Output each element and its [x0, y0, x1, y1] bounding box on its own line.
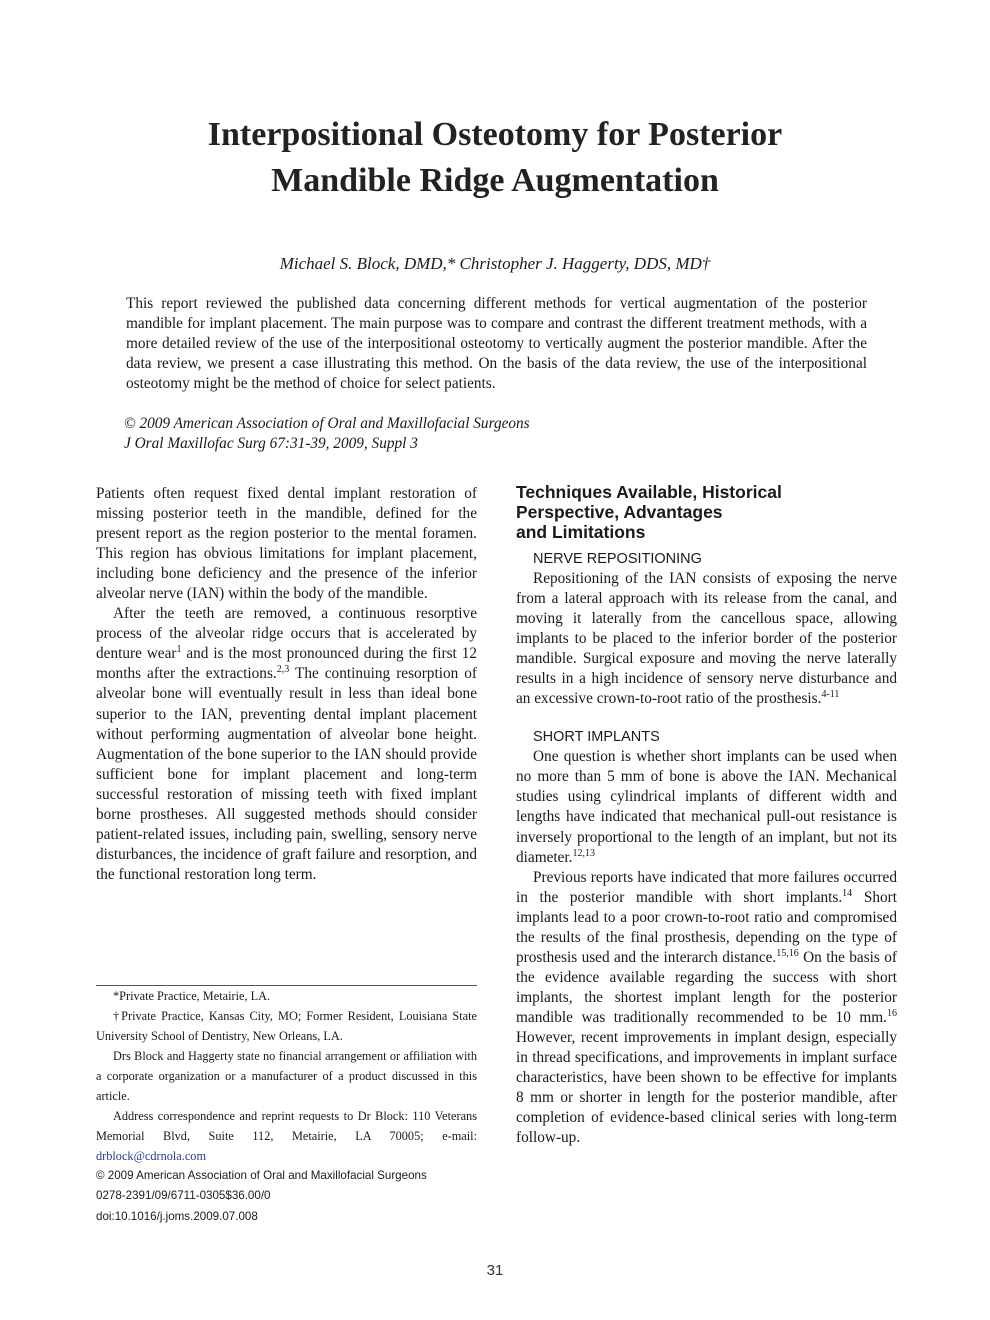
title-line-2: Mandible Ridge Augmentation — [271, 162, 719, 199]
paragraph-text: Short implants lead to a poor crown-to-root ratio and compromised the results of the final prosthesis, depending on the type of prosthesis used and the interarch distance. — [516, 888, 897, 966]
subheading-short-implants: SHORT IMPLANTS — [533, 729, 660, 746]
paragraph-text: However, recent improvements in implant design, especially in thread specifications, and improvements in implant surface characteristics, have been shown to be effective for implants 8 mm or shorter in length for the posterior mandible, after completion of evidence-based clinical series with long-term follow-up. — [516, 1028, 897, 1147]
footnote-doi[interactable]: doi:10.1016/j.joms.2009.07.008 — [96, 1209, 258, 1223]
paragraph-text: Repositioning of the IAN consists of exposing the nerve from a lateral approach with its release from the canal, and moving it laterally from the cancellous space, allowing implants to be placed to the inferior border of the posterior mandible. Surgical exposure and moving the nerve laterally results in a high incidence of sensory nerve disturbance and an excessive crown-to-root ratio of the prosthesis. — [516, 570, 897, 708]
footnotes — [96, 986, 477, 1227]
footnote-issn: 0278-2391/09/6711-0305$36.00/0 — [96, 1189, 271, 1203]
section-heading — [516, 482, 897, 542]
section-heading-line: Techniques Available, Historical — [516, 482, 782, 502]
abstract-copyright: © 2009 American Association of Oral and Maxillofacial Surgeons — [124, 415, 530, 432]
left-column — [96, 484, 477, 885]
footnote-affiliation-1: *Private Practice, Metairie, LA. — [113, 989, 271, 1003]
reference-superscript[interactable]: 16 — [887, 1007, 897, 1019]
email-link[interactable]: drblock@cdrnola.com — [96, 1149, 207, 1164]
paragraph-text: One question is whether short implants can be used when no more than 5 mm of bone is above the IAN. Mechanical studies using cylindrical implants of different width and lengths have indicated that mechanical pull-out resistance is inversely proportional to the length of an implant, but not its diameter. — [516, 748, 897, 866]
short-implants-paragraph-2 — [516, 868, 897, 1149]
subheading-nerve-repositioning: NERVE REPOSITIONING — [533, 551, 702, 567]
footnote-copyright: © 2009 American Association of Oral and Maxillofacial Surgeons — [96, 1169, 427, 1183]
title-line-1: Interpositional Osteotomy for Posterior — [207, 116, 783, 153]
right-column — [516, 482, 897, 1148]
paragraph-text: The continuing resorption of alveolar bone will eventually result in less than ideal bone superior to the IAN, preventing dental implant placement without performing augmentation of alveolar bone height. Augmentation of the bone superior to the IAN should provide sufficient bone for implant placement and long-term successful restoration of missing teeth with fixed implant borne prostheses. All suggested methods should consider patient-related issues, including pain, swelling, sensory nerve disturbances, the incidence of graft failure and resorption, and the functional restoration long term. — [96, 665, 477, 883]
paragraph-text: After the teeth are removed, a continuous resorptive process of the alveolar ridge occurs that is accelerated by denture wear — [96, 605, 477, 663]
paragraph-text: On the basis of the evidence available regarding the success with short implants, the shortest implant length for the posterior mandible was traditionally recommended to be 10 mm. — [516, 948, 897, 1026]
correspondence-address: Address correspondence and reprint requests to Dr Block: 110 Veterans Memorial Blvd, Suite 112, Metairie, LA 70005; e-mail: — [96, 1109, 477, 1144]
abstract: This report reviewed the published data concerning different methods for vertical augmentation of the posterior mandible for implant placement. The main purpose was to compare and contrast the different treatment methods, with a more detailed review of the use of the interpositional osteotomy to vertically augment the posterior mandible. After the data review, we present a case illustrating this method. On the basis of the data review, the use of the interpositional osteotomy might be the method of choice for select patients. — [126, 295, 867, 392]
footnote-affiliation-2: †Private Practice, Kansas City, MO; Former Resident, Louisiana State University School of Dentistry, New Orleans, LA. — [96, 1009, 477, 1044]
intro-paragraph-1: Patients often request fixed dental implant restoration of missing posterior teeth in the mandible, defined for the present report as the region posterior to the mental foramen. This region has obvious limitations for implant placement, including bone deficiency and the presence of the inferior alveolar nerve (IAN) within the body of the mandible. — [96, 485, 477, 603]
reference-superscript[interactable]: 4-11 — [821, 689, 840, 701]
footnote-correspondence — [96, 1106, 477, 1166]
reference-superscript[interactable]: 12,13 — [572, 847, 595, 859]
intro-paragraph-2 — [96, 604, 477, 885]
page-number: 31 — [486, 1262, 504, 1279]
paragraph-text: Previous reports have indicated that more failures occurred in the posterior mandible with short implants. — [516, 868, 897, 906]
section-heading-line: and Limitations — [516, 522, 646, 542]
nerve-repositioning-paragraph — [516, 569, 897, 709]
reference-superscript[interactable]: 1 — [176, 644, 182, 656]
journal-citation: J Oral Maxillofac Surg 67:31-39, 2009, Suppl 3 — [124, 435, 418, 452]
reference-superscript[interactable]: 15,16 — [776, 947, 799, 959]
reference-superscript[interactable]: 2,3 — [276, 664, 290, 676]
reference-superscript[interactable]: 14 — [842, 887, 853, 899]
paragraph-text: and is the most pronounced during the first 12 months after the extractions. — [96, 645, 477, 683]
footnote-disclosure: Drs Block and Haggerty state no financial arrangement or affiliation with a corporate organization or a manufacturer of a product discussed in this article. — [96, 1049, 477, 1104]
article-title — [90, 112, 900, 204]
author-line: Michael S. Block, DMD,* Christopher J. Haggerty, DDS, MD† — [279, 254, 711, 273]
section-heading-line: Perspective, Advantages — [516, 502, 723, 522]
short-implants-paragraph-1 — [516, 747, 897, 867]
